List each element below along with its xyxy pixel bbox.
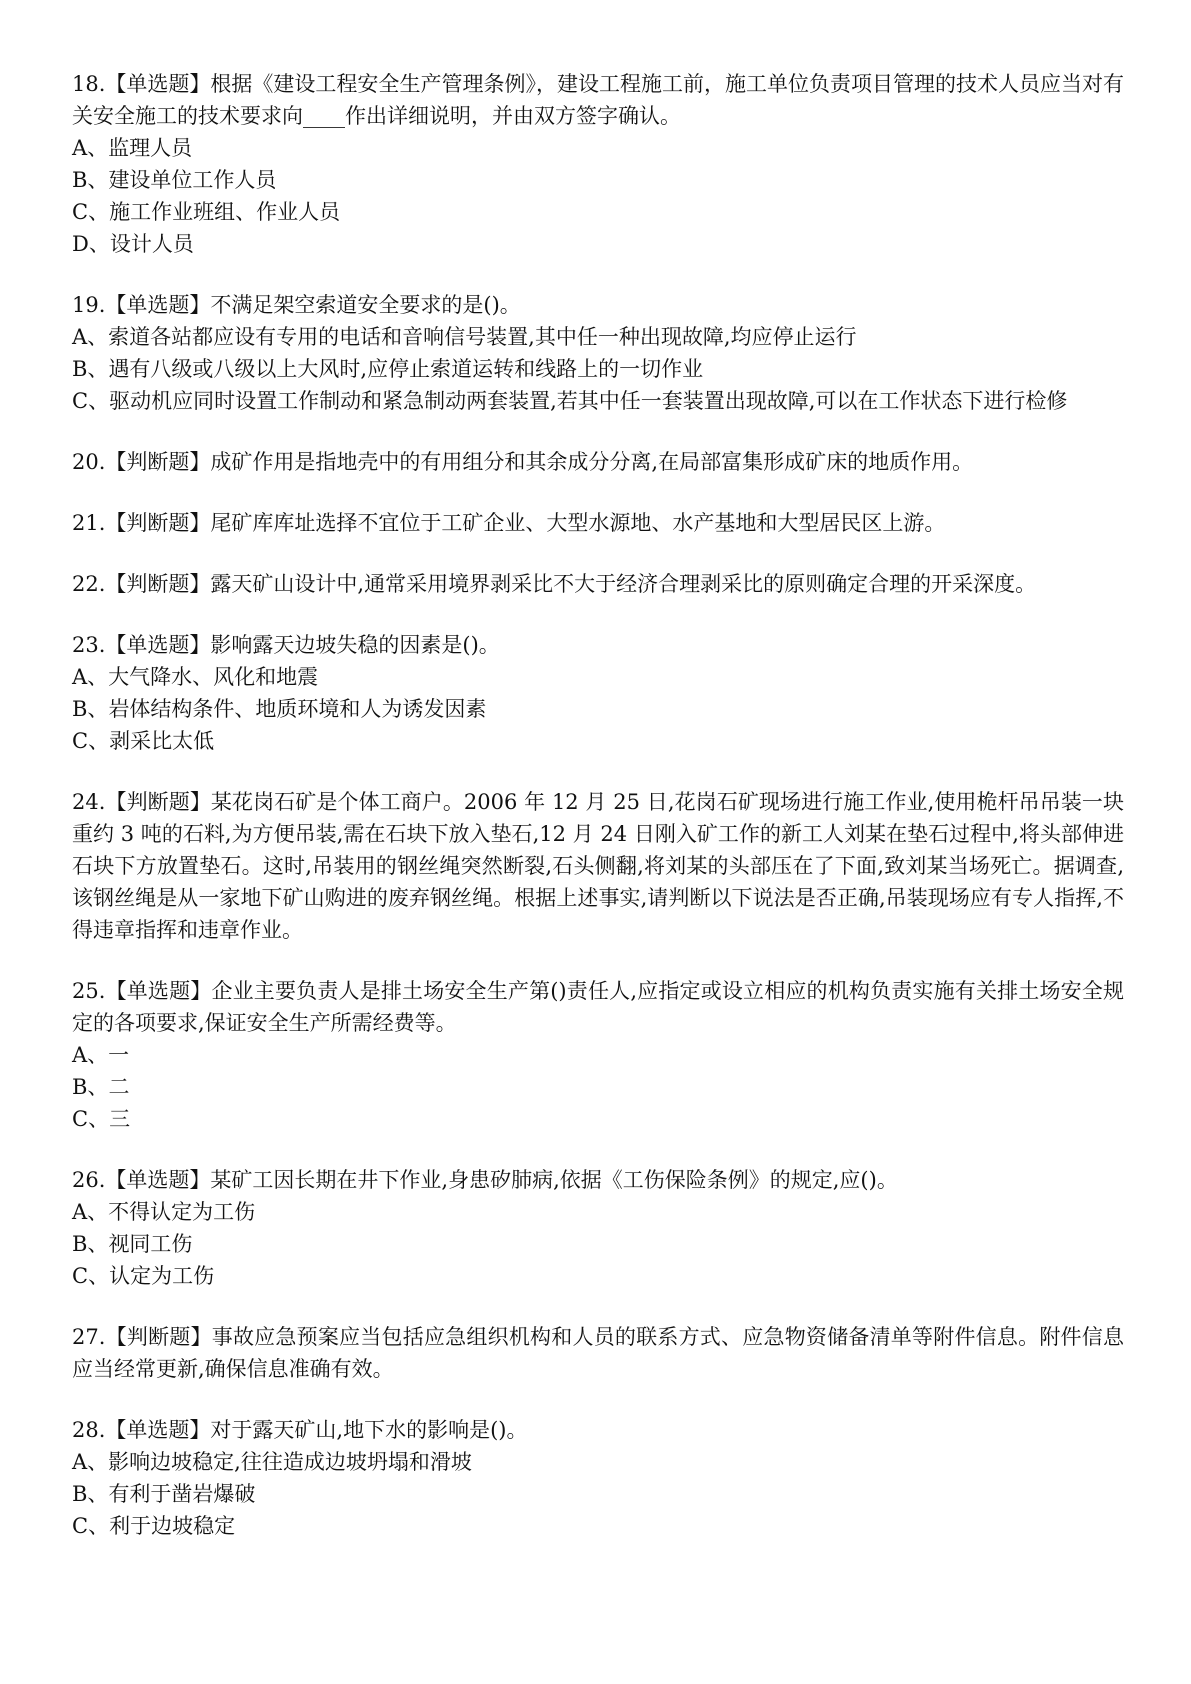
- option-letter: A、: [72, 1043, 109, 1067]
- option-text: 遇有八级或八级以上大风时,应停止索道运转和线路上的一切作业: [108, 357, 704, 381]
- option-letter: C、: [72, 1264, 110, 1288]
- question-26: [72, 1164, 1124, 1292]
- question-number: 24.: [72, 790, 106, 814]
- answer-option: [72, 385, 1124, 417]
- question-text: 尾矿库库址选择不宜位于工矿企业、大型水源地、水产基地和大型居民区上游。: [210, 511, 946, 535]
- question-stem: [72, 289, 1124, 321]
- answer-option: [72, 1510, 1124, 1542]
- question-type-tag: 【单选题】: [105, 72, 211, 96]
- question-text: 成矿作用是指地壳中的有用组分和其余成分分离,在局部富集形成矿床的地质作用。: [210, 450, 974, 474]
- question-number: 19.: [72, 293, 106, 317]
- question-stem: [72, 1321, 1124, 1385]
- option-letter: B、: [72, 1075, 109, 1099]
- option-text: 大气降水、风化和地震: [108, 665, 319, 689]
- question-stem: [72, 568, 1124, 600]
- option-letter: B、: [72, 168, 109, 192]
- question-stem: [72, 629, 1124, 661]
- answer-option: [72, 1039, 1124, 1071]
- option-letter: B、: [72, 357, 109, 381]
- option-text: 影响边坡稳定,往往造成边坡坍塌和滑坡: [108, 1450, 472, 1474]
- question-28: [72, 1414, 1124, 1542]
- option-letter: B、: [72, 1232, 109, 1256]
- question-stem: [72, 1414, 1124, 1446]
- option-text: 剥采比太低: [109, 729, 215, 753]
- question-22: [72, 568, 1124, 600]
- answer-option: [72, 1228, 1124, 1260]
- option-text: 二: [108, 1075, 130, 1099]
- option-letter: C、: [72, 1107, 110, 1131]
- option-text: 有利于凿岩爆破: [108, 1482, 256, 1506]
- option-text: 驱动机应同时设置工作制动和紧急制动两套装置,若其中任一套装置出现故障,可以在工作状态下进行检修: [109, 389, 1068, 413]
- answer-option: [72, 1071, 1124, 1103]
- question-stem: [72, 1164, 1124, 1196]
- question-text: 影响露天边坡失稳的因素是()。: [210, 633, 500, 657]
- question-stem: [72, 975, 1124, 1039]
- answer-option: [72, 132, 1124, 164]
- question-20: [72, 446, 1124, 478]
- question-text: 事故应急预案应当包括应急组织机构和人员的联系方式、应急物资储备清单等附件信息。附件信息应当经常更新,确保信息准确有效。: [72, 1325, 1124, 1381]
- answer-option: [72, 725, 1124, 757]
- question-19: [72, 289, 1124, 417]
- option-text: 监理人员: [108, 136, 193, 160]
- question-text: 某矿工因长期在井下作业,身患矽肺病,依据《工伤保险条例》的规定,应()。: [210, 1168, 898, 1192]
- option-letter: D、: [72, 232, 110, 256]
- question-number: 22.: [72, 572, 106, 596]
- question-number: 20.: [72, 450, 106, 474]
- answer-option: [72, 1446, 1124, 1478]
- question-18: [72, 68, 1124, 260]
- option-text: 施工作业班组、作业人员: [109, 200, 341, 224]
- question-text: 对于露天矿山,地下水的影响是()。: [210, 1418, 528, 1442]
- question-type-tag: 【单选题】: [105, 1168, 211, 1192]
- option-text: 一: [108, 1043, 130, 1067]
- option-letter: C、: [72, 729, 110, 753]
- option-letter: B、: [72, 697, 109, 721]
- question-21: [72, 507, 1124, 539]
- question-type-tag: 【判断题】: [105, 450, 211, 474]
- option-text: 岩体结构条件、地质环境和人为诱发因素: [108, 697, 487, 721]
- answer-option: [72, 693, 1124, 725]
- question-type-tag: 【判断题】: [105, 790, 211, 814]
- option-text: 不得认定为工伤: [108, 1200, 256, 1224]
- option-letter: C、: [72, 389, 110, 413]
- option-letter: C、: [72, 200, 110, 224]
- question-25: [72, 975, 1124, 1135]
- option-letter: A、: [72, 1200, 109, 1224]
- question-type-tag: 【单选题】: [105, 633, 211, 657]
- option-letter: C、: [72, 1514, 110, 1538]
- question-number: 27.: [72, 1325, 106, 1349]
- question-type-tag: 【单选题】: [105, 1418, 211, 1442]
- question-27: [72, 1321, 1124, 1385]
- option-text: 认定为工伤: [109, 1264, 215, 1288]
- answer-option: [72, 353, 1124, 385]
- answer-option: [72, 1260, 1124, 1292]
- option-letter: A、: [72, 665, 109, 689]
- option-text: 三: [109, 1107, 131, 1131]
- question-number: 21.: [72, 511, 106, 535]
- question-text: 不满足架空索道安全要求的是()。: [210, 293, 521, 317]
- option-letter: A、: [72, 136, 109, 160]
- question-type-tag: 【判断题】: [105, 572, 211, 596]
- question-stem: [72, 507, 1124, 539]
- option-text: 利于边坡稳定: [109, 1514, 236, 1538]
- option-text: 建设单位工作人员: [108, 168, 277, 192]
- option-text: 视同工伤: [108, 1232, 193, 1256]
- question-text: 企业主要负责人是排土场安全生产第()责任人,应指定或设立相应的机构负责实施有关排土场安全规定的各项要求,保证安全生产所需经费等。: [72, 979, 1124, 1035]
- question-type-tag: 【单选题】: [105, 979, 212, 1003]
- question-number: 26.: [72, 1168, 106, 1192]
- answer-option: [72, 1103, 1124, 1135]
- answer-option: [72, 164, 1124, 196]
- question-text: 根据《建设工程安全生产管理条例》，建设工程施工前，施工单位负责项目管理的技术人员应当对有关安全施工的技术要求向____作出详细说明，并由双方签字确认。: [72, 72, 1125, 128]
- question-text: 露天矿山设计中,通常采用境界剥采比不大于经济合理剥采比的原则确定合理的开采深度。: [210, 572, 1037, 596]
- answer-option: [72, 228, 1124, 260]
- answer-option: [72, 1196, 1124, 1228]
- answer-option: [72, 661, 1124, 693]
- question-number: 23.: [72, 633, 106, 657]
- answer-option: [72, 321, 1124, 353]
- option-letter: A、: [72, 1450, 109, 1474]
- question-24: [72, 786, 1124, 946]
- question-stem: [72, 786, 1124, 946]
- answer-option: [72, 1478, 1124, 1510]
- question-number: 25.: [72, 979, 106, 1003]
- question-type-tag: 【单选题】: [105, 293, 211, 317]
- question-stem: [72, 68, 1124, 132]
- question-stem: [72, 446, 1124, 478]
- question-number: 28.: [72, 1418, 106, 1442]
- question-type-tag: 【判断题】: [105, 1325, 212, 1349]
- option-letter: B、: [72, 1482, 109, 1506]
- question-list: [72, 68, 1124, 1571]
- option-letter: A、: [72, 325, 109, 349]
- option-text: 索道各站都应设有专用的电话和音响信号装置,其中任一种出现故障,均应停止运行: [108, 325, 857, 349]
- question-text: 某花岗石矿是个体工商户。2006 年 12 月 25 日,花岗石矿现场进行施工作业,使用桅杆吊吊装一块重约 3 吨的石料,为方便吊装,需在石块下放入垫石,12 月 24 日刚入矿工作的新工人刘某在垫石过程中,将头部伸进石块下方放置垫石。这时,吊装用的钢丝绳突然断裂,石头侧翻,将刘某的头部压在了下面,致刘某当场死亡。据调查,该钢丝绳是从一家地下矿山购进的废弃钢丝绳。根据上述事实,请判断以下说法是否正确,吊装现场应有专人指挥,不得违章指挥和违章作业。: [72, 790, 1124, 942]
- question-type-tag: 【判断题】: [105, 511, 211, 535]
- option-text: 设计人员: [109, 232, 194, 256]
- answer-option: [72, 196, 1124, 228]
- question-23: [72, 629, 1124, 757]
- question-number: 18.: [72, 72, 106, 96]
